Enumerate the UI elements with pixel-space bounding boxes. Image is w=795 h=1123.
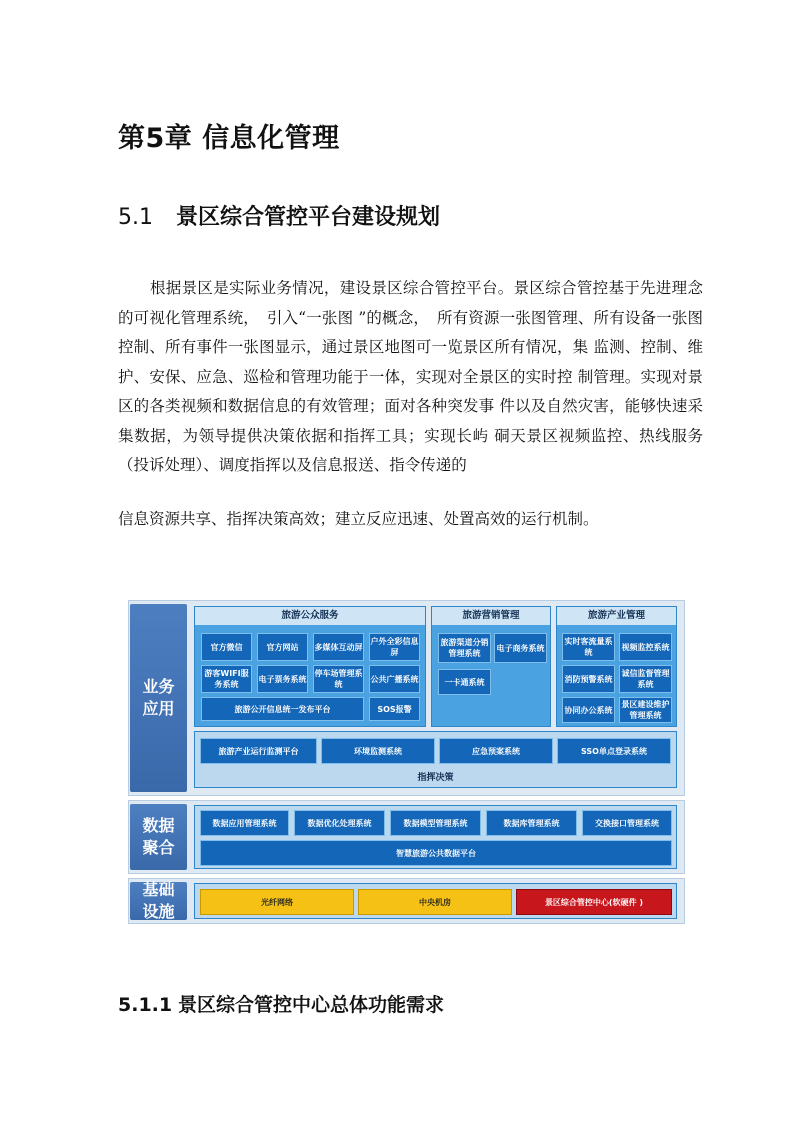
industry-cell: 视频监控系统 — [619, 633, 672, 661]
industry-panel — [556, 606, 677, 727]
public-service-panel — [194, 606, 426, 727]
public-service-cell: 官方微信 — [201, 633, 252, 661]
industry-cell: 实时客流量系统 — [562, 633, 615, 661]
command-label: 指挥决策 — [417, 773, 454, 783]
subsection-title: 景区综合管控中心总体功能需求 — [178, 994, 445, 1016]
data-cell: 数据优化处理系统 — [294, 810, 385, 836]
marketing-cell: 一卡通系统 — [438, 669, 491, 695]
infra-cell-control-center: 景区综合管控中心(软硬件 ) — [516, 889, 672, 915]
data-cell: 数据应用管理系统 — [200, 810, 289, 836]
command-cell: 旅游产业运行监测平台 — [200, 738, 317, 764]
industry-title: 旅游产业管理 — [557, 607, 676, 625]
public-service-cell: SOS报警 — [369, 697, 420, 721]
marketing-cell: 电子商务系统 — [494, 633, 547, 663]
public-service-cell: 游客WIFI服务系统 — [201, 665, 252, 693]
industry-cell: 消防预警系统 — [562, 665, 615, 693]
public-service-cell: 公共广播系统 — [369, 665, 420, 693]
data-cell: 交换接口管理系统 — [582, 810, 672, 836]
infra-cell: 中央机房 — [358, 889, 512, 915]
command-cell: 环境监测系统 — [321, 738, 435, 764]
section-heading — [118, 200, 440, 231]
command-cell: SSO单点登录系统 — [557, 738, 671, 764]
subsection-heading — [118, 990, 444, 1017]
command-cell: 应急预案系统 — [439, 738, 553, 764]
infra-panel — [194, 883, 677, 919]
body-paragraph: 根据景区是实际业务情况，建设景区综合管控平台。景区综合管控基于先进理念的可视化管理系统， 引入“一张图 ”的概念， 所有资源一张图管理、所有设备一张图控制、所有事件一张图显示，通过景区地图可一览景区所有情况，集 监测、控制、维护、安保、应急、巡检和管理功能于一体，实现对全景区的实时控 制管理。实现对景区的各类视频和数据信息的有效管理；面对各种突发事 件以及自然灾害，能够快速采集数据，为领导提供决策依据和指挥工具；实现长屿 硐天景区视频监控、热线服务（投诉处理）、调度指挥以及信息报送、指令传递的 — [118, 279, 703, 474]
public-service-cell: 电子票务系统 — [257, 665, 308, 693]
section-number: 5.1 — [118, 205, 153, 230]
side-label-data: 数据 聚合 — [130, 804, 187, 870]
subsection-number: 5.1.1 — [118, 994, 173, 1016]
infra-cell: 光纤网络 — [200, 889, 354, 915]
marketing-panel — [431, 606, 551, 727]
body-paragraph-continued: 信息资源共享、指挥决策高效；建立反应迅速、处置高效的运行机制。 — [118, 510, 599, 528]
public-service-cell: 多媒体互动屏 — [313, 633, 364, 661]
industry-cell: 协同办公系统 — [562, 697, 615, 723]
side-label-infra: 基础 设施 — [130, 882, 187, 920]
data-panel — [194, 805, 677, 869]
public-service-title: 旅游公众服务 — [195, 607, 425, 625]
data-cell: 数据模型管理系统 — [390, 810, 481, 836]
command-panel — [194, 731, 677, 788]
public-service-cell: 户外全彩信息屏 — [369, 633, 420, 661]
industry-cell: 景区建设维护管理系统 — [619, 697, 672, 723]
public-service-cell: 停车场管理系统 — [313, 665, 364, 693]
public-service-cell: 旅游公开信息统一发布平台 — [201, 697, 364, 721]
side-label-business: 业务 应用 — [130, 604, 187, 792]
public-service-cell: 官方网站 — [257, 633, 308, 661]
chapter-title: 第5章 信息化管理 — [118, 123, 340, 154]
platform-architecture-diagram — [128, 600, 685, 924]
section-title: 景区综合管控平台建设规划 — [176, 205, 441, 230]
data-platform-cell: 智慧旅游公共数据平台 — [200, 840, 672, 866]
data-cell: 数据库管理系统 — [486, 810, 577, 836]
marketing-title: 旅游营销管理 — [432, 607, 550, 625]
industry-cell: 诚信监督管理系统 — [619, 665, 672, 693]
marketing-cell: 旅游渠道分销管理系统 — [438, 633, 491, 663]
